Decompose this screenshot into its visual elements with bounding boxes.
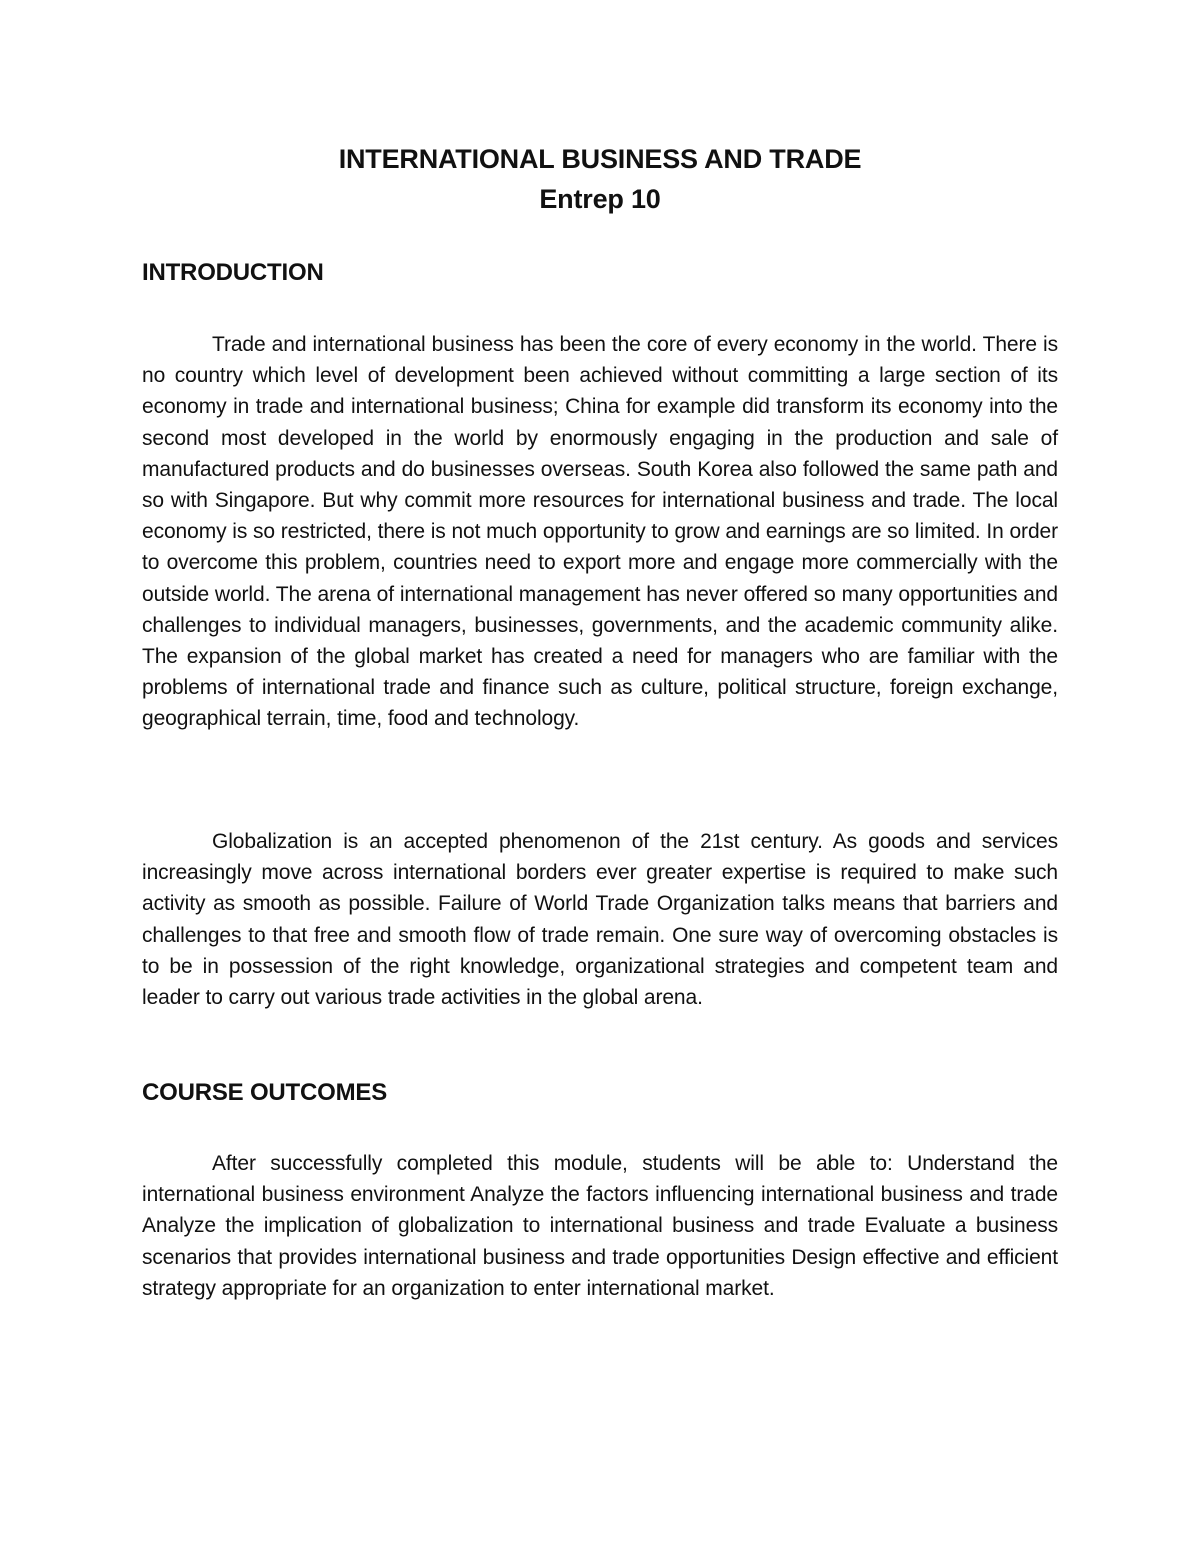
section-heading-course-outcomes: COURSE OUTCOMES <box>142 1079 388 1106</box>
document-title: INTERNATIONAL BUSINESS AND TRADE <box>338 144 862 174</box>
introduction-paragraph-2: Globalization is an accepted phenomenon of the 21st century. As goods and services increasingly move across international borders ever greater expertise is required to make such activity as smooth as possible. Failure of World Trade Organization talks means that barriers and challenges to that free and smooth flow of trade remain. One sure way of overcoming obstacles is to be in possession of the right knowledge, organizational strategies and competent team and leader to carry out various trade activities in the global arena. <box>142 830 1058 1010</box>
course-outcomes-paragraph: After successfully completed this module, students will be able to: Understand the international business environment Analyze the factors influencing international business and trade Analyze the implication of globalization to international business and trade Evaluate a business scenarios that provides international business and trade opportunities Design effective and efficient strategy appropriate for an organization to enter international market. <box>142 1152 1058 1300</box>
document-subtitle: Entrep 10 <box>539 184 661 214</box>
introduction-paragraph-1: Trade and international business has been the core of every economy in the world. There is no country which level of development been achieved without committing a large section of its economy in trade and international business; China for example did transform its economy into the second most developed in the world by enormously engaging in the production and sale of manufactured products and do businesses overseas. South Korea also followed the same path and so with Singapore. But why commit more resources for international business and trade. The local economy is so restricted, there is not much opportunity to grow and earnings are so limited. In order to overcome this problem, countries need to export more and engage more commercially with the outside world. The arena of international management has never offered so many opportunities and challenges to individual managers, businesses, governments, and the academic community alike. The expansion of the global market has created a need for managers who are familiar with the problems of international trade and finance such as culture, political structure, foreign exchange, geographical terrain, time, food and technology. <box>142 333 1058 731</box>
section-heading-introduction: INTRODUCTION <box>142 259 324 286</box>
